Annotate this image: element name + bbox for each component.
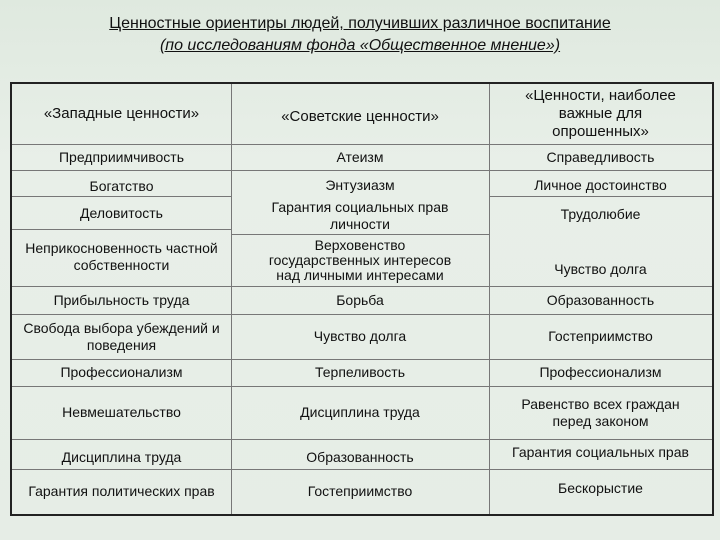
page-title: Ценностные ориентиры людей, получивших различное воспитание (109, 15, 611, 32)
soviet-value: Терпеливость (314, 364, 405, 380)
western-value: Неприкосновенность частной собственности (25, 240, 218, 273)
important-value: Профессионализм (539, 364, 662, 380)
soviet-value: Гарантия социальных прав личности (271, 199, 449, 232)
important-value: Равенство всех граждан перед законом (521, 395, 680, 429)
important-value: Чувство долга (554, 260, 647, 277)
western-value: Дисциплина труда (61, 448, 182, 465)
soviet-value: Атеизм (336, 148, 384, 165)
western-value: Предприимчивость (58, 148, 184, 165)
western-value: Прибыльность труда (53, 291, 190, 308)
important-value: Гарантия социальных прав (512, 443, 689, 460)
soviet-value: Борьба (336, 291, 384, 308)
important-value: Личное достоинство (534, 176, 667, 193)
row-divider (12, 229, 231, 230)
important-value: Бескорыстие (558, 479, 643, 496)
western-value: Гарантия политических прав (28, 483, 215, 499)
header-important: «Ценности, наиболее важные для опрошенных» (525, 87, 676, 140)
soviet-value: Образованность (306, 448, 414, 465)
page-subtitle: (по исследованиям фонда «Общественное мнение») (159, 37, 561, 54)
soviet-value: Энтузиазм (325, 176, 395, 193)
western-value: Профессионализм (60, 364, 183, 380)
important-value: Трудолюбие (560, 205, 641, 222)
western-value: Невмешательство (62, 404, 181, 420)
western-value: Богатство (89, 177, 154, 194)
soviet-value: Дисциплина труда (300, 404, 420, 420)
western-value: Деловитость (80, 204, 163, 221)
western-value: Свобода выбора убеждений и поведения (23, 319, 220, 353)
header-soviet: «Советские ценности» (281, 108, 439, 125)
soviet-value: Верховенство государственных интересов над личными интересами (268, 236, 452, 283)
values-table (10, 82, 714, 516)
important-value: Образованность (546, 291, 655, 308)
important-value: Гостеприимство (548, 328, 653, 344)
soviet-value: Гостеприимство (307, 483, 413, 499)
soviet-value: Чувство долга (313, 328, 407, 344)
row-divider (489, 196, 712, 197)
important-value: Справедливость (546, 148, 655, 165)
row-divider (12, 170, 712, 171)
header-western: «Западные ценности» (43, 105, 200, 122)
